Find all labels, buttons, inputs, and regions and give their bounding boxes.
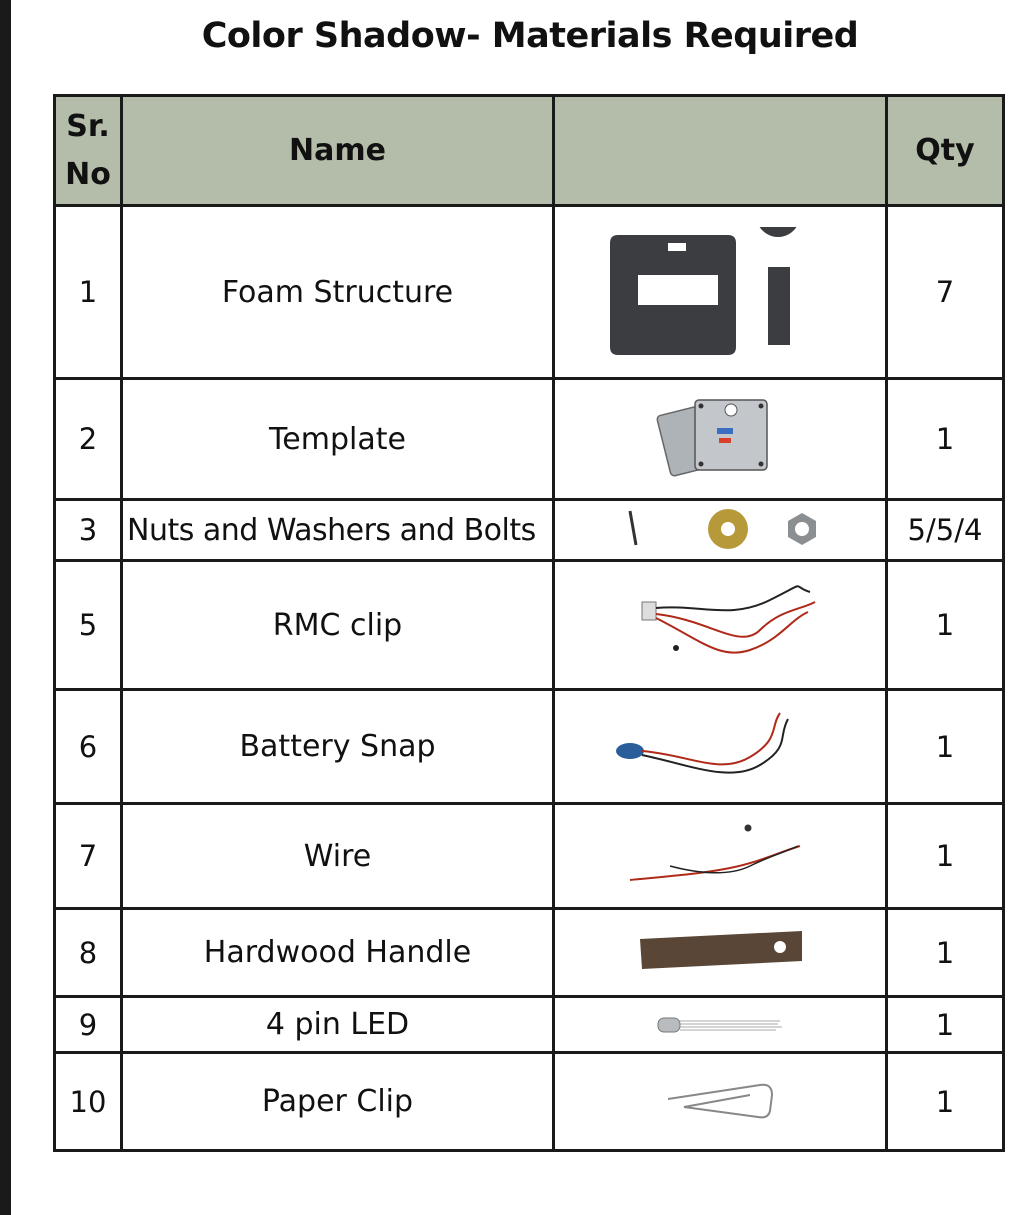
image-cell: [554, 909, 887, 997]
paper-clip-icon: [660, 1077, 780, 1127]
page-title: Color Shadow- Materials Required: [201, 16, 859, 56]
sr-cell: 8: [55, 909, 122, 997]
sr-cell: 5: [55, 561, 122, 690]
led-icon: [650, 1010, 790, 1040]
table-row: [55, 804, 1004, 909]
table-row: [55, 1053, 1004, 1151]
qty-cell: 1: [887, 804, 1004, 909]
name-cell: Wire: [122, 804, 554, 909]
qty-cell: 1: [887, 690, 1004, 804]
header-sr-no: Sr. No: [55, 96, 122, 206]
sr-cell: 10: [55, 1053, 122, 1151]
name-cell: RMC clip: [122, 561, 554, 690]
image-cell: [554, 500, 887, 561]
foam-structure-icon: [600, 227, 840, 357]
name-cell: Paper Clip: [122, 1053, 554, 1151]
image-cell: [554, 997, 887, 1053]
name-cell: Template: [122, 379, 554, 500]
table-row: [55, 997, 1004, 1053]
table-row: [55, 690, 1004, 804]
name-cell: 4 pin LED: [122, 997, 554, 1053]
qty-cell: 1: [887, 379, 1004, 500]
qty-cell: 1: [887, 1053, 1004, 1151]
table-header-row: [55, 96, 1004, 206]
qty-cell: 1: [887, 909, 1004, 997]
name-cell: Foam Structure: [122, 206, 554, 379]
table-row: [55, 379, 1004, 500]
image-cell: [554, 379, 887, 500]
sr-cell: 9: [55, 997, 122, 1053]
table-row: [55, 206, 1004, 379]
header-name: Name: [122, 96, 554, 206]
name-cell: Hardwood Handle: [122, 909, 554, 997]
name-cell: Battery Snap: [122, 690, 554, 804]
qty-cell: 1: [887, 997, 1004, 1053]
sr-cell: 7: [55, 804, 122, 909]
image-cell: [554, 804, 887, 909]
wire-icon: [620, 816, 820, 896]
image-cell: [554, 206, 887, 379]
header-image: [554, 96, 887, 206]
qty-cell: 7: [887, 206, 1004, 379]
materials-table: [53, 94, 1005, 1152]
image-cell: [554, 690, 887, 804]
rmc-clip-icon: [620, 580, 820, 670]
template-plates-icon: [655, 394, 785, 484]
qty-cell: 5/5/4: [887, 500, 1004, 561]
battery-snap-icon: [610, 707, 830, 787]
qty-cell: 1: [887, 561, 1004, 690]
image-cell: [554, 1053, 887, 1151]
header-qty: Qty: [887, 96, 1004, 206]
table-row: [55, 561, 1004, 690]
table-row: [55, 909, 1004, 997]
left-page-border: [0, 0, 11, 1215]
table-row: [55, 500, 1004, 561]
hardwood-handle-icon: [630, 923, 810, 983]
bolt-washer-nut-icon: [570, 505, 870, 555]
name-cell: Nuts and Washers and Bolts: [122, 500, 554, 561]
image-cell: [554, 561, 887, 690]
sr-cell: 6: [55, 690, 122, 804]
sr-cell: 3: [55, 500, 122, 561]
sr-cell: 1: [55, 206, 122, 379]
sr-cell: 2: [55, 379, 122, 500]
